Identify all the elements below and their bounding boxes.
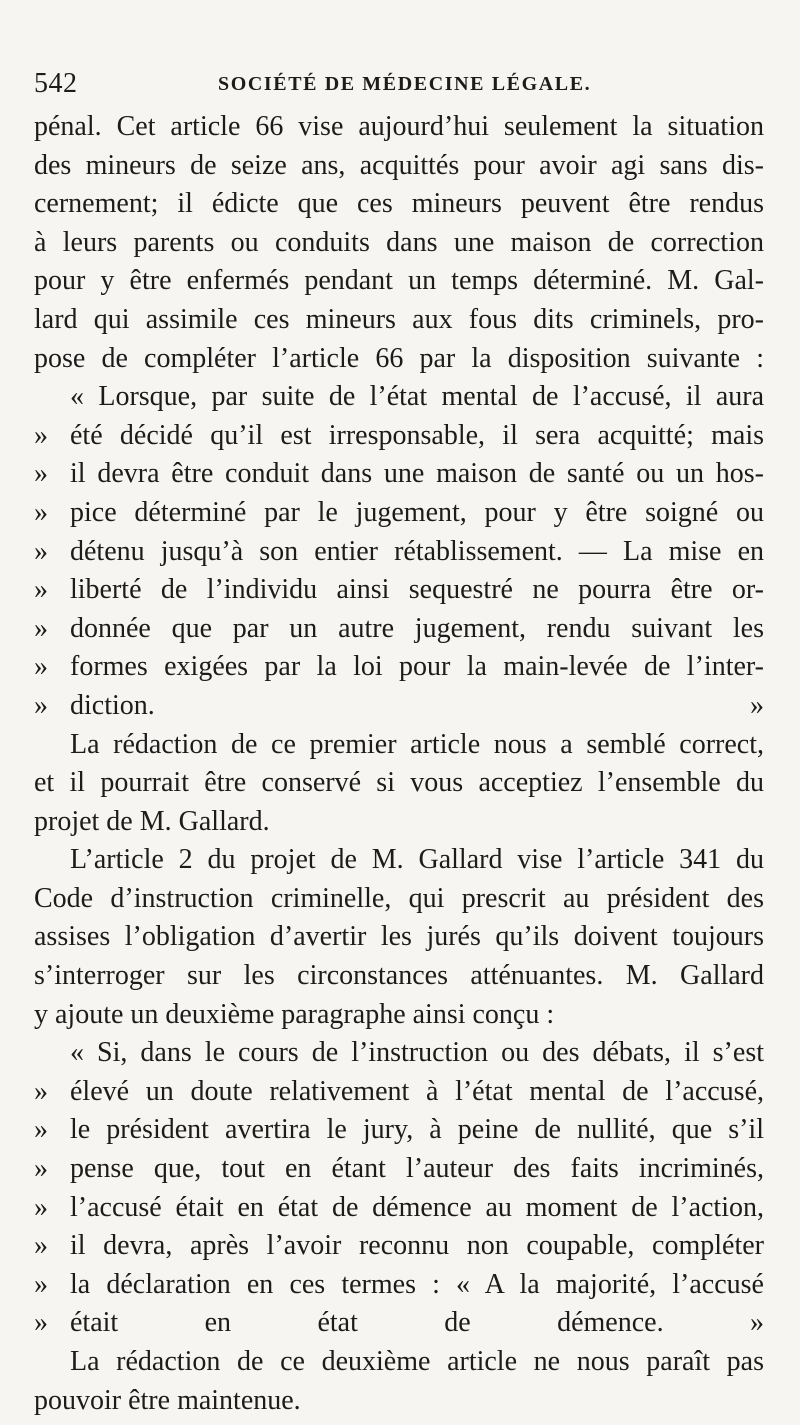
guillemet-mark: »	[34, 689, 48, 721]
quote-line	[34, 610, 764, 649]
quote-text: donnée que par un autre jugement, rendu suivant les	[70, 612, 764, 644]
guillemet-mark: »	[34, 1307, 48, 1339]
quote-text: la déclaration en ces termes : « A la majorité, l’accusé	[70, 1268, 764, 1300]
text-line: pénal. Cet article 66 vise aujourd’hui seulement la situation	[34, 111, 764, 142]
text-line: projet de M. Gallard.	[34, 805, 270, 837]
text-line: et il pourrait être conservé si vous acceptiez l’ensemble du	[34, 767, 764, 799]
quote-line: « Lorsque, par suite de l’état mental de l’accusé, il aura	[70, 381, 764, 413]
guillemet-mark: »	[34, 1114, 48, 1146]
page-header	[34, 62, 764, 108]
text-line: L’article 2 du projet de M. Gallard vise l’article 341 du	[70, 844, 764, 876]
quote-text: était en état de démence. »	[70, 1307, 764, 1339]
quote-text: il devra, après l’avoir reconnu non coupable, compléter	[70, 1230, 764, 1262]
text-line: La rédaction de ce premier article nous a semblé correct,	[70, 728, 764, 760]
quote-line	[34, 1266, 764, 1305]
guillemet-mark: »	[34, 574, 48, 606]
quote-line	[34, 494, 764, 533]
quote-line	[34, 533, 764, 572]
guillemet-mark: »	[34, 496, 48, 528]
quote-line	[34, 571, 764, 610]
text-line: cernement; il édicte que ces mineurs peuvent être rendus	[34, 188, 764, 220]
guillemet-mark: »	[34, 1268, 48, 1300]
text-line: à leurs parents ou conduits dans une maison de correction	[34, 226, 764, 258]
quote-text: liberté de l’individu ainsi sequestré ne pourra être or-	[70, 574, 764, 606]
text-line: Code d’instruction criminelle, qui prescrit au président des	[34, 882, 764, 914]
guillemet-mark: »	[34, 1191, 48, 1223]
quote-text: le président avertira le jury, à peine de nullité, que s’il	[70, 1114, 764, 1146]
quote-line	[34, 455, 764, 494]
text-line: pose de compléter l’article 66 par la disposition suivante :	[34, 342, 764, 374]
quote-text: diction. »	[70, 689, 764, 721]
quote-line	[34, 1189, 764, 1228]
quote-line	[34, 1304, 764, 1343]
quote-line	[34, 1111, 764, 1150]
guillemet-mark: »	[34, 651, 48, 683]
text-line: des mineurs de seize ans, acquittés pour avoir agi sans dis-	[34, 149, 764, 181]
quote-text: été décidé qu’il est irresponsable, il sera acquitté; mais	[70, 419, 764, 451]
text-line: assises l’obligation d’avertir les jurés qu’ils doivent toujours	[34, 921, 764, 953]
quote-text: il devra être conduit dans une maison de santé ou un hos-	[70, 458, 764, 490]
guillemet-mark: »	[34, 535, 48, 567]
quote-line: « Si, dans le cours de l’instruction ou des débats, il s’est	[70, 1037, 764, 1069]
guillemet-mark: »	[34, 419, 48, 451]
text-line: s’interroger sur les circonstances atténuantes. M. Gallard	[34, 960, 764, 992]
text-line: pour y être enfermés pendant un temps déterminé. M. Gal-	[34, 265, 764, 297]
text-line: La rédaction de ce deuxième article ne nous paraît pas	[70, 1346, 764, 1377]
guillemet-mark: »	[34, 612, 48, 644]
text-line: pouvoir être maintenue.	[34, 1384, 301, 1416]
guillemet-mark: »	[34, 1075, 48, 1107]
quote-line	[34, 648, 764, 687]
quote-text: l’accusé était en état de démence au moment de l’action,	[70, 1191, 764, 1223]
running-title: SOCIÉTÉ DE MÉDECINE LÉGALE.	[218, 73, 592, 95]
guillemet-mark: »	[34, 1230, 48, 1262]
quote-text: pice déterminé par le jugement, pour y être soigné ou	[70, 496, 764, 528]
quote-line	[34, 1150, 764, 1189]
quote-text: formes exigées par la loi pour la main-levée de l’inter-	[70, 651, 764, 683]
guillemet-mark: »	[34, 458, 48, 490]
guillemet-mark: »	[34, 1153, 48, 1185]
page-number: 542	[34, 68, 78, 99]
quote-text: détenu jusqu’à son entier rétablissement. — La mise en	[70, 535, 764, 567]
quote-line	[34, 1227, 764, 1266]
quote-text: pense que, tout en étant l’auteur des faits incriminés,	[70, 1153, 764, 1185]
quote-line	[34, 1073, 764, 1112]
quote-line	[34, 417, 764, 456]
text-line: y ajoute un deuxième paragraphe ainsi conçu :	[34, 998, 555, 1030]
body-text	[34, 108, 764, 1420]
quote-line	[34, 687, 764, 726]
quote-text: élevé un doute relativement à l’état mental de l’accusé,	[70, 1075, 764, 1107]
text-line: lard qui assimile ces mineurs aux fous dits criminels, pro-	[34, 303, 764, 335]
